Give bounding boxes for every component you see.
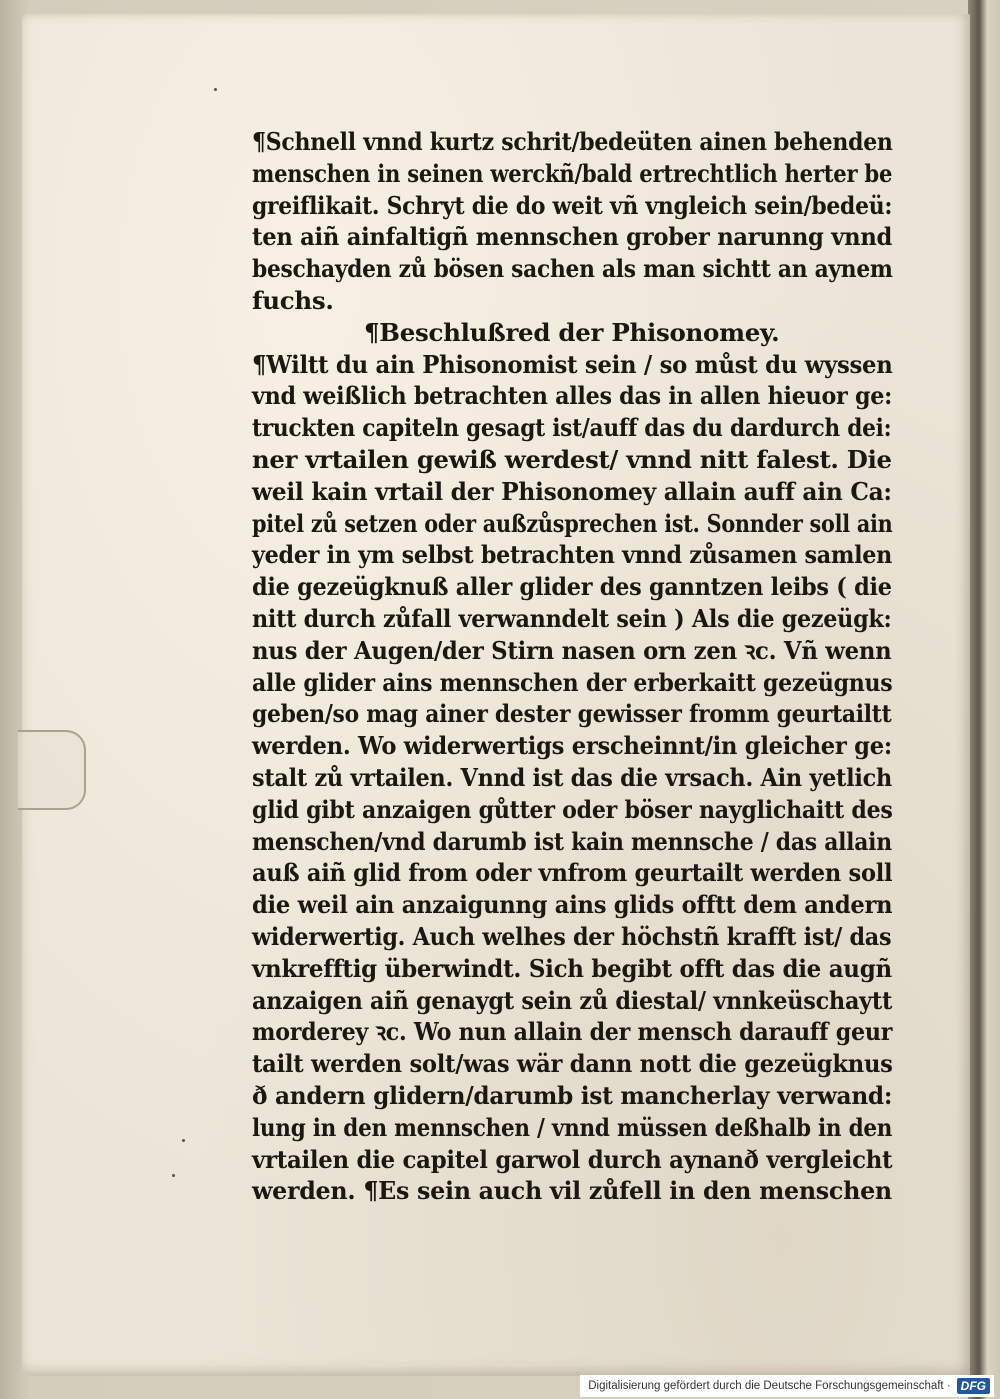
text-line: nitt durch zůfall verwanndelt sein ) Als die gezeügk: bbox=[252, 603, 892, 633]
text-line: fuchs. bbox=[252, 285, 334, 315]
text-line: auß aiñ glid from oder vnfrom geurtailt werden soll bbox=[252, 858, 893, 888]
text-line: pitel zů setzen oder außzůsprechen ist. Sonnder soll ain bbox=[252, 508, 893, 538]
text-line: stalt zů vrtailen. Vnnd ist das die vrsach. Ain yetlich bbox=[252, 762, 892, 792]
text-line: beschayden zů bösen sachen als man sichtt an aynem bbox=[252, 254, 893, 284]
text-line: vnkrefftig überwindt. Sich begibt offt das die augñ bbox=[252, 953, 892, 983]
funding-credit-text: Digitalisierung gefördert durch die Deutsche Forschungsgemeinschaft · bbox=[588, 1380, 951, 1392]
section-heading: ¶Beschlußred der Phisonomey. bbox=[364, 317, 780, 347]
text-line: ¶Wiltt du ain Phisonomist sein / so můst du wyssen bbox=[252, 349, 893, 379]
text-line: die weil ain anzaigunng ains glids offtt dem andern bbox=[252, 890, 893, 920]
text-line: alle glider ains mennschen der erberkaitt gezeügnus bbox=[252, 667, 893, 697]
text-line: ¶Schnell vnnd kurtz schrit/bedeüten ainen behenden bbox=[252, 127, 893, 156]
text-line: die gezeügknuß aller glider des ganntzen leibs ( die bbox=[252, 572, 892, 602]
text-line: vrtailen die capitel garwol durch aynanð vergleicht bbox=[252, 1144, 893, 1174]
paper-speck bbox=[172, 1174, 175, 1177]
page-sheet bbox=[22, 14, 970, 1376]
book-gutter bbox=[968, 0, 1000, 1399]
text-line: yeder in ym selbst betrachten vnnd zůsamen samlen bbox=[252, 540, 893, 570]
text-line: werden. Wo widerwertigs erscheinnt/in gleicher ge: bbox=[252, 731, 892, 761]
text-line: widerwertig. Auch welhes der höchstñ krafft ist/ das bbox=[252, 921, 892, 951]
text-line: ten aiñ ainfaltigñ mennschen grober narunng vnnd bbox=[252, 222, 893, 252]
text-line: greiflikait. Schryt die do weit vñ vngleich sein/bedeü: bbox=[252, 190, 893, 220]
dfg-logo: DFG bbox=[957, 1378, 990, 1394]
text-line: weil kain vrtail der Phisonomey allain auff ain Ca: bbox=[252, 476, 892, 506]
text-line: ner vrtailen gewiß werdest/ vnnd nitt falest. Die bbox=[252, 444, 892, 474]
paper-speck bbox=[182, 1139, 185, 1142]
text-line: vnd weißlich betrachten alles das in allen hieuor ge: bbox=[252, 381, 893, 411]
text-line: ð andern glidern/darumb ist mancherlay verwand: bbox=[252, 1080, 893, 1110]
text-line: glid gibt anzaigen gůtter oder böser nayglichaitt des bbox=[252, 794, 893, 824]
text-line: lung in den mennschen / vnnd müssen deßhalb in den bbox=[252, 1112, 893, 1142]
text-line: nus der Augen/der Stirn nasen orn zen ꝛc. Vñ wenn bbox=[252, 635, 892, 665]
text-line: truckten capiteln gesagt ist/auff das du dardurch dei: bbox=[252, 413, 892, 443]
text-line: geben/so mag ainer dester gewisser fromm geurtailtt bbox=[252, 699, 892, 729]
text-line: menschen/vnd darumb ist kain mennsche / das allain bbox=[252, 826, 892, 856]
body-text bbox=[252, 126, 892, 1207]
text-line: morderey ꝛc. Wo nun allain der mensch darauff geur bbox=[252, 1017, 893, 1047]
text-line: anzaigen aiñ genaygt sein zů diestal/ vnnkeüschaytt bbox=[252, 985, 893, 1015]
page-clip-mark bbox=[18, 730, 86, 810]
text-line: menschen in seinen werckñ/bald ertrechtlich herter be bbox=[252, 158, 893, 188]
paper-speck bbox=[214, 88, 217, 91]
text-line: werden. ¶Es sein auch vil zůfell in den menschen bbox=[252, 1176, 892, 1206]
funding-credit-bar bbox=[580, 1375, 994, 1397]
text-line: tailt werden solt/was wär dann nott die gezeügknus bbox=[252, 1049, 893, 1079]
